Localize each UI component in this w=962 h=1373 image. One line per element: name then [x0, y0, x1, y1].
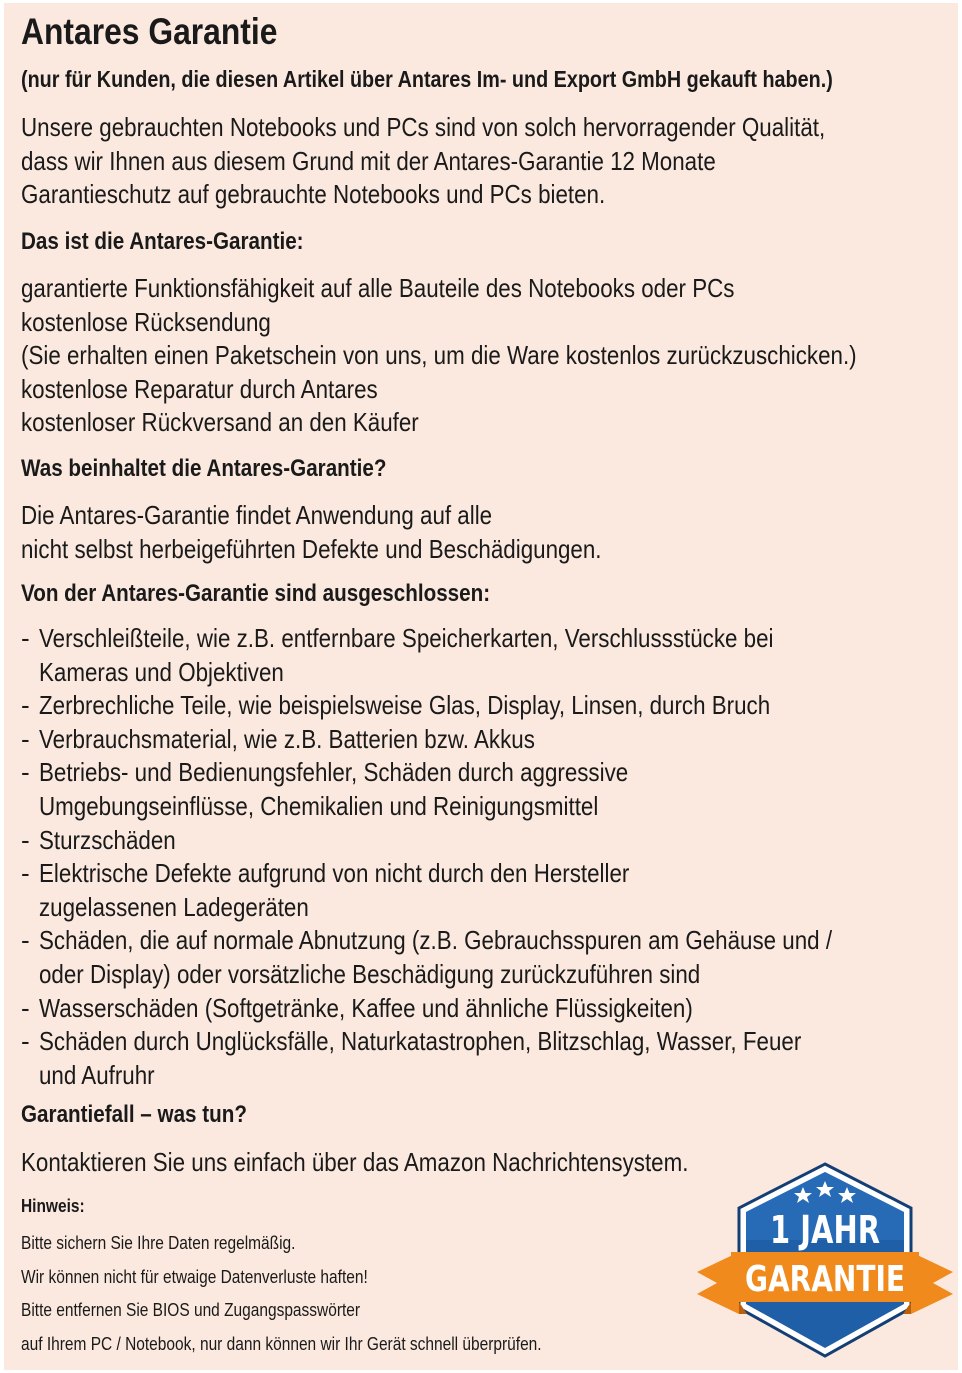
list-item: - Schäden durch Unglücksfälle, Naturkatastrophen, Blitzschlag, Wasser, Feuer und Aufruhr [21, 1026, 802, 1090]
badge-guarantee-text: GARANTIE [745, 1259, 905, 1300]
includes-paragraph: Die Antares-Garantie findet Anwendung auf alle nicht selbst herbeigeführten Defekte und Beschädigungen. [21, 500, 602, 564]
list-item: - Elektrische Defekte aufgrund von nicht durch den Hersteller zugelassenen Ladegeräten [21, 858, 630, 922]
what-is-list: garantierte Funktionsfähigkeit auf alle Bauteile des Notebooks oder PCs kostenlose Rücksendung (Sie erhalten einen Paketschein von uns, um die Ware kostenlos zurückzuschicken.) kostenlose Reparatur durch Antares kostenloser Rückversand an den Käufer [21, 273, 857, 438]
hint-heading: Hinweis: [21, 1196, 85, 1216]
page-subtitle: (nur für Kunden, die diesen Artikel über Antares Im- und Export GmbH gekauft haben.) [21, 66, 833, 92]
list-item: - Verbrauchsmaterial, wie z.B. Batterien bzw. Akkus [21, 723, 535, 754]
page-title: Antares Garantie [21, 11, 278, 52]
claim-paragraph: Kontaktieren Sie uns einfach über das Amazon Nachrichtensystem. [21, 1147, 689, 1177]
list-item: - Verschleißteile, wie z.B. entfernbare Speicherkarten, Verschlussstücke bei Kameras und Objektiven [21, 623, 774, 687]
heading-what-is: Das ist die Antares-Garantie: [21, 228, 304, 255]
heading-excluded: Von der Antares-Garantie sind ausgeschlossen: [21, 580, 491, 607]
excluded-list [21, 622, 961, 1092]
list-item: - Betriebs- und Bedienungsfehler, Schäden durch aggressive Umgebungseinflüsse, Chemikalien und Reinigungsmittel [21, 757, 629, 821]
list-item: - Zerbrechliche Teile, wie beispielsweise Glas, Display, Linsen, durch Bruch [21, 690, 771, 721]
hint-lines: Bitte sichern Sie Ihre Daten regelmäßig. Wir können nicht für etwaige Datenverluste haften! Bitte entfernen Sie BIOS und Zugangspasswörter auf Ihrem PC / Notebook, nur dann können wir Ihr Gerät schnell überprüfen. [21, 1233, 542, 1354]
list-item: - Sturzschäden [21, 824, 176, 855]
heading-claim: Garantiefall – was tun? [21, 1101, 247, 1128]
list-item: - Wasserschäden (Softgetränke, Kaffee und ähnliche Flüssigkeiten) [21, 992, 693, 1023]
guarantee-badge [695, 1160, 955, 1360]
intro-paragraph: Unsere gebrauchten Notebooks und PCs sind von solch hervorragender Qualität, dass wir Ihnen aus diesem Grund mit der Antares-Garantie 12 Monate Garantieschutz auf gebrauchte Notebooks und PCs bieten. [21, 112, 826, 210]
list-item: - Schäden, die auf normale Abnutzung (z.B. Gebrauchsspuren am Gehäuse und / oder Display) oder vorsätzliche Beschädigung zurückzuführen sind [21, 925, 833, 989]
badge-year-text: 1 JAHR [770, 1208, 880, 1252]
heading-includes: Was beinhaltet die Antares-Garantie? [21, 455, 387, 482]
